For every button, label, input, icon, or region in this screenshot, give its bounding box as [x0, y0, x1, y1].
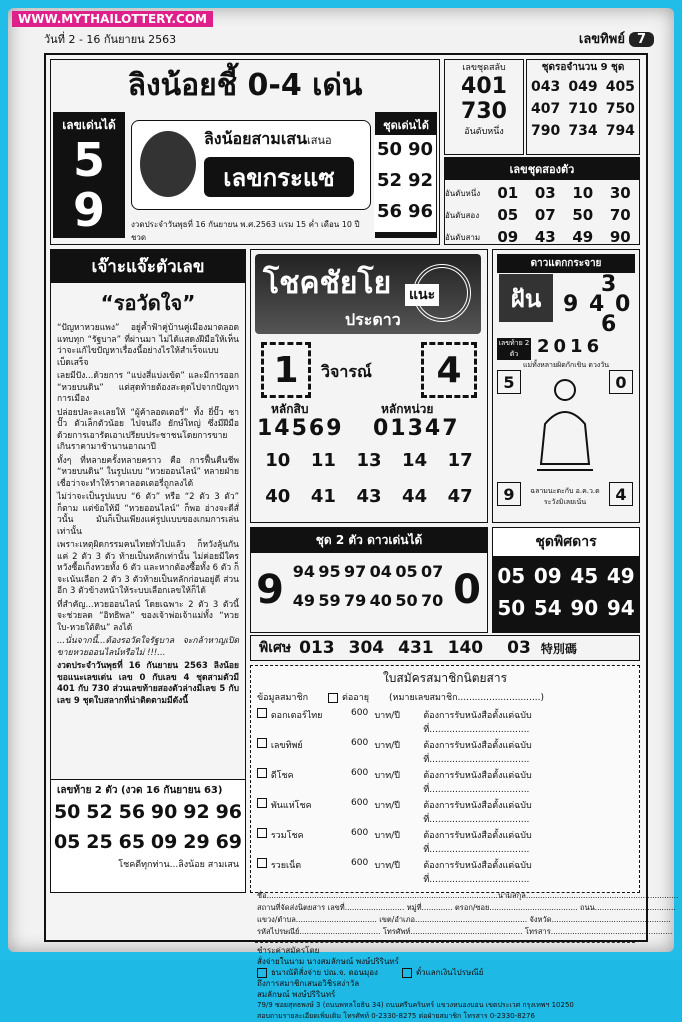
contact-1: ถึงการสมาชิกเสนอวิชิรสง่าวัล: [257, 979, 360, 988]
form-fields: [251, 888, 679, 940]
nine-label: ชุดรอจำนวน 9 ชุด: [541, 62, 625, 73]
checkbox[interactable]: [257, 828, 267, 838]
corner-digit: 9: [497, 482, 521, 506]
deity-illustration-icon: [533, 374, 597, 478]
two-digit-block: [444, 157, 640, 245]
column-paragraph: เลยมีปัง...ด้วยการ “แบ่งสี่แบ่งเข้ต” และมีการออก “หวยบนดิน” แต่สุดท้ายต้องสะดุดไปจากปัญหาการเมือง: [57, 371, 239, 404]
special-prefix: พิเศษ: [259, 640, 292, 656]
checkbox[interactable]: [257, 768, 267, 778]
form-row[interactable]: ดีโชค 600 บาท/ปี ต้องการรับหนังสือตั้งแต่ฉบับที่...................................: [257, 768, 633, 796]
column-subheading: “รอวัดใจ”: [100, 291, 196, 315]
page-number: 7: [629, 32, 654, 47]
big-digit: 3: [601, 272, 617, 297]
payment-options: [257, 967, 633, 978]
issue-date: วันที่ 2 - 16 กันยายน 2563: [44, 33, 177, 46]
checkbox[interactable]: [402, 968, 412, 978]
rank-row: อันดับหนึ่ง 01 03 10 30: [445, 184, 631, 202]
column-block: [50, 249, 246, 893]
swap-label: เลขชุดสลับ: [462, 63, 506, 73]
big-digit: 0: [615, 292, 631, 317]
content-box: [44, 53, 679, 1020]
right-title: ดาวแตกกระจาย: [497, 254, 635, 273]
payment-label: ชำระค่าสมัครโดย: [257, 946, 320, 955]
sets-grid: [374, 135, 436, 232]
publication-title: [579, 28, 654, 49]
banner-title: โชคชัยโย: [263, 266, 392, 301]
set-number: 52: [376, 170, 403, 191]
special-kanji: 特別碼: [540, 641, 577, 656]
form-row[interactable]: ดอกเตอร์ไทย 600 บาท/ปี ต้องการรับหนังสือตั้งแต่ฉบับที่...................................: [257, 708, 633, 736]
pay-option-1[interactable]: ธนาณัติสั่งจ่าย ปณ.จ. ดอนมุอง: [257, 967, 378, 978]
lead-label: เลขเด่นได้: [62, 118, 116, 132]
special-number: 140: [447, 638, 484, 658]
row-1: 10 11 13 14 17: [265, 450, 473, 471]
big-digit: 4: [589, 292, 605, 317]
lead-digit-1: 5: [72, 133, 105, 187]
tail-label: เลขท้าย 2 ตัว (งวด 16 กันยายน 63): [57, 785, 223, 796]
tens-value: 14569: [257, 416, 344, 441]
set-number: 92: [407, 170, 434, 191]
magazine-page: [8, 8, 679, 1020]
logo-line-2: เลขกระแซ: [204, 157, 354, 197]
member-number[interactable]: (หมายเลขสมาชิก.............................): [389, 693, 544, 703]
signoff: โชคดีทุกท่าน...ลิงน้อย สามเสน: [118, 860, 239, 870]
pair-label: ชุด 2 ตัว ดาวเด่นได้: [251, 528, 487, 553]
form-row[interactable]: พันแห่โชค 600 บาท/ปี ต้องการรับหนังสือตั้งแต่ฉบับที่...................................: [257, 798, 633, 826]
column-heading: เจ๊าะแจ๊ะตัวเลข: [51, 250, 245, 283]
form-header-row: [251, 688, 639, 706]
set-number: 96: [407, 201, 434, 222]
caption: แม่ทั้งหลายผิดกักเขิน ดวงวัน: [523, 361, 610, 369]
checkbox[interactable]: [257, 858, 267, 868]
brand-logo: ฝัน: [499, 274, 553, 322]
pair-block: [250, 527, 488, 633]
column-paragraph: ปล่อยปละละเลยให้ “ผู้ค้าลอตเตอรี่” ทั้ง ยี่ปั๊ว ซาปั๊ว ตัวเล็กตัวน้อย ไปจนถึง ยักษ์ใหญ่ ซึ่งมีฝีมือ ด้วยการเอารัดเอาเปรียบประชาชนโดยการขายเกินราคามาช้านานอาณาปี: [57, 407, 239, 452]
special-row: [250, 635, 640, 661]
site-watermark[interactable]: WWW.MYTHAILOTTERY.COM: [12, 11, 213, 27]
form-rows: [251, 708, 639, 886]
payment-section: [251, 945, 639, 1022]
set-number: 50: [376, 139, 403, 160]
address: 79/9 ซอยสุทธพงษ์ 3 (ถนนพหลโยธิน 34) ถนนศรีนครินทร์ แขวงหนองบอน เขตประเวศ กรุงเทพฯ 10250: [257, 1001, 574, 1009]
column-paragraph: ...นั่นจากนี้...ต้องรอวัดใจรัฐบาล จะกล้าหาญเปิดขายหวยออนไลน์หรือไม่ !!!...: [57, 636, 239, 658]
monkey-logo-icon: [140, 131, 196, 197]
nine-sets-block: ชุดรอจำนวน 9 ชุด 043 049 405 407 710 750 790 734 794: [526, 59, 640, 155]
checkbox[interactable]: [257, 798, 267, 808]
logo-line-1: ลิงน้อยสามเสนเสนอ: [204, 129, 332, 148]
rank-row: อันดับสาม 09 43 49 90: [445, 228, 631, 246]
column-paragraph: เพราะเหตุผิดกรรมคนไทยทั่วไปแล้ว ก็หวังลุ้นกันแค่ 2 ตัว 3 ตัว ท้ายเป็นหลักเท่านั้น ไม่ค่อยมีใครหวังซื้อเก็งหวยทั้ง 6 ตัว และหากต้องซื้อทั้ง 6 ตัว ก็จะเน้นเลือก 2 ตัว 3 ตัวท้ายเป็นหลักก่อนอยู่ดี ส่วนอีก 3 ตัวข้างหน้าให้ระบบเลือกเลขให้ก็ได้: [57, 540, 239, 596]
logo-box: [131, 120, 371, 210]
rank-label: อันดับหนึ่ง: [464, 127, 504, 137]
form-row[interactable]: รวมโชค 600 บาท/ปี ต้องการรับหนังสือตั้งแต่ฉบับที่...................................: [257, 828, 633, 856]
headline-title: ลิงน้อยชี้ 0-4 เด่น: [127, 67, 363, 103]
special-number: 431: [398, 638, 434, 658]
form-title: ใบสมัครสมาชิกนิตยสาร: [382, 671, 508, 685]
corner-digit: 5: [497, 370, 521, 394]
corner-digit: 0: [609, 370, 633, 394]
special-number: 013: [299, 638, 335, 658]
center-block: [250, 249, 488, 523]
banner: [255, 254, 481, 334]
payment-line: สั่งจ่ายในนาม นางสมลักษณ์ พงษ์ปริรินทร์: [257, 957, 399, 966]
publication-name: เลขทิพย์: [578, 32, 625, 47]
field-postal[interactable]: รหัสไปรษณีย์.................................. โทรศัพท์............................................... โทรสาร...................................................: [257, 927, 673, 936]
pick-mid: วิจารณ์: [321, 362, 372, 381]
swap-block: [444, 59, 524, 155]
field-district[interactable]: แขวง/ตำบล.................................. เขต/อำเภอ............................................... จังหวัด..................................................: [257, 915, 671, 924]
bottom-caption: ฉลามนะตะกับ อ.ค.ว.ด ระวังมิเลยเน้น: [530, 487, 600, 506]
special-label: ชุดพิศดาร: [493, 528, 639, 556]
phone: สอบถามรายละเอียดเพิ่มเติม โทรศัพท์ 0-2330-8275 ต่อฝ่ายสมาชิก โทรสาร 0-2330-8276: [257, 1012, 535, 1020]
checkbox[interactable]: [257, 708, 267, 718]
pick-right: 4: [421, 342, 477, 398]
right-block: [492, 249, 640, 523]
lead-digits-panel: [53, 112, 125, 238]
form-row[interactable]: รวยเน็ต 600 บาท/ปี ต้องการรับหนังสือตั้งแต่ฉบับที่...................................: [257, 858, 633, 886]
big-digit: 9: [563, 292, 579, 317]
special-number: 03: [507, 638, 531, 658]
lead-digit-2: 9: [72, 183, 105, 237]
rank-row: อันดับสอง 05 07 50 70: [445, 206, 631, 224]
banner-sub2: ประดาว: [345, 310, 401, 329]
pay-option-2[interactable]: ตั๋วแลกเงินไปรษณีย์: [402, 967, 483, 978]
column-paragraph: ไม่ว่าจะเป็นรูปแบบ “6 ตัว” หรือ “2 ตัว 3 ตัว” ก็ตาม แต่ข้อให้มี “หวยออนไลน์” ก็พอ อ่างจะดีสั่วนั้น มันก็เป็นเพียงแค่รูปแบบของเกมการเล่นเท่านั้น: [57, 492, 239, 537]
corner-digit: 4: [609, 482, 633, 506]
checkbox[interactable]: [257, 738, 267, 748]
units-label: หลักหน่วย: [381, 402, 434, 416]
column-paragraph: “ปัญหาหวยแพง” อยู่ค้ำฟ้าคู่บ้านคู่เมืองมาตลอด แทบทุก “รัฐบาล” ที่ผ่านมา ไม่ได้แสดงฝีมือให้เห็นว่าจะแก้ไขปัญหาเรื่องนี้อย่างไรให้สำเร็จแบบเบ็ดเสร็จ: [57, 323, 239, 368]
banner-sub: แนะ: [405, 284, 439, 306]
column-body: [51, 323, 245, 707]
column-paragraph: งวดประจำวันพุธที่ 16 กันยายน 2563 ลิงน้อย ขอแนะเลขเด่น เลข 0 กับเลข 4 ชุดสามตัวมี 401 กับ 730 ส่วนเลขท้ายสองตัวล่างมีเลข 5 กับเลข 9 ชุดใบสลากที่น่าติดตามมีดังนี้: [57, 661, 239, 706]
form-row[interactable]: เลขทิพย์ 600 บาท/ปี ต้องการรับหนังสือตั้งแต่ฉบับที่...................................: [257, 738, 633, 766]
pick-left: 1: [261, 342, 311, 398]
year-badge: 2016: [537, 336, 604, 357]
set-number: 90: [407, 139, 434, 160]
pair-sets: 94 95 97 04 05 07 49 59 79 40 50 70: [292, 562, 444, 610]
field-address[interactable]: สถานที่จัดส่งนิตยสาร เลขที่......................... หมู่ที่............. ตรอก/ซอย..................................... ถนน..................................: [257, 903, 676, 912]
column-paragraph: ที่สำคัญ...หวยออนไลน์ โดยเฉพาะ 2 ตัว 3 ตัวนี้ จะช่วยลด “อิทธิพล” ของเจ้าพ่อเจ้าแม่ทั้ง “หวยใบ-หวยใต้ดิน” ลงได้: [57, 599, 239, 633]
field-name[interactable]: ชื่อ.................................................................................................นามสกุล................................................................: [257, 891, 679, 900]
tens-label: หลักสิบ: [271, 402, 309, 416]
pair-right-digit: 0: [453, 567, 481, 613]
subscription-form: [250, 665, 679, 1020]
checkbox[interactable]: [257, 968, 267, 978]
special-number: 304: [348, 638, 385, 658]
row-2: 40 41 43 44 47: [265, 486, 473, 507]
pair-left-digit: 9: [256, 567, 284, 613]
info-label: ข้อมูลสมาชิก: [257, 693, 309, 703]
column-paragraph: ทั้งๆ ที่หลายครั้งหลายคราว คือ การฟื้นคืนชีพ “หวยบนดิน” ในรูปแบบ “หวยออนไลน์” หลายฝ่ายเชื่อว่าจะทำให้ราคาลอตเตอรี่ถูกลงได้: [57, 455, 239, 489]
swap-number-1: 401: [461, 74, 507, 99]
draw-note: งวดประจำวันพุธที่ 16 กันยายน พ.ศ.2563 แรม 15 ค่ำ เดือน 10 ปีชวด: [131, 220, 360, 242]
set-number: 56: [376, 201, 403, 222]
special-block: ชุดพิศดาร 05 09 45 49 50 54 90 94: [492, 527, 640, 633]
tail-block: เลขท้าย 2 ตัว (งวด 16 กันยายน 63) 50 52 56 90 92 96 05 25 65 09 29 69 โชคดีทุกท่าน...ลิงน้อย สามเสน: [51, 779, 245, 892]
two-label: เลขชุดสองตัว: [445, 158, 639, 180]
tail-badge: เลขท้าย 2 ตัว: [498, 339, 530, 358]
swap-number-2: 730: [461, 99, 507, 124]
renew-checkbox[interactable]: [328, 693, 338, 703]
set-label: ชุดเด่นได้: [383, 119, 429, 132]
units-value: 01347: [373, 416, 460, 441]
renew-option[interactable]: ต่ออายุ: [328, 690, 369, 704]
big-digit: 6: [601, 312, 617, 337]
contact-2: สมลักษณ์ พงษ์ปริรินทร์: [257, 990, 336, 999]
